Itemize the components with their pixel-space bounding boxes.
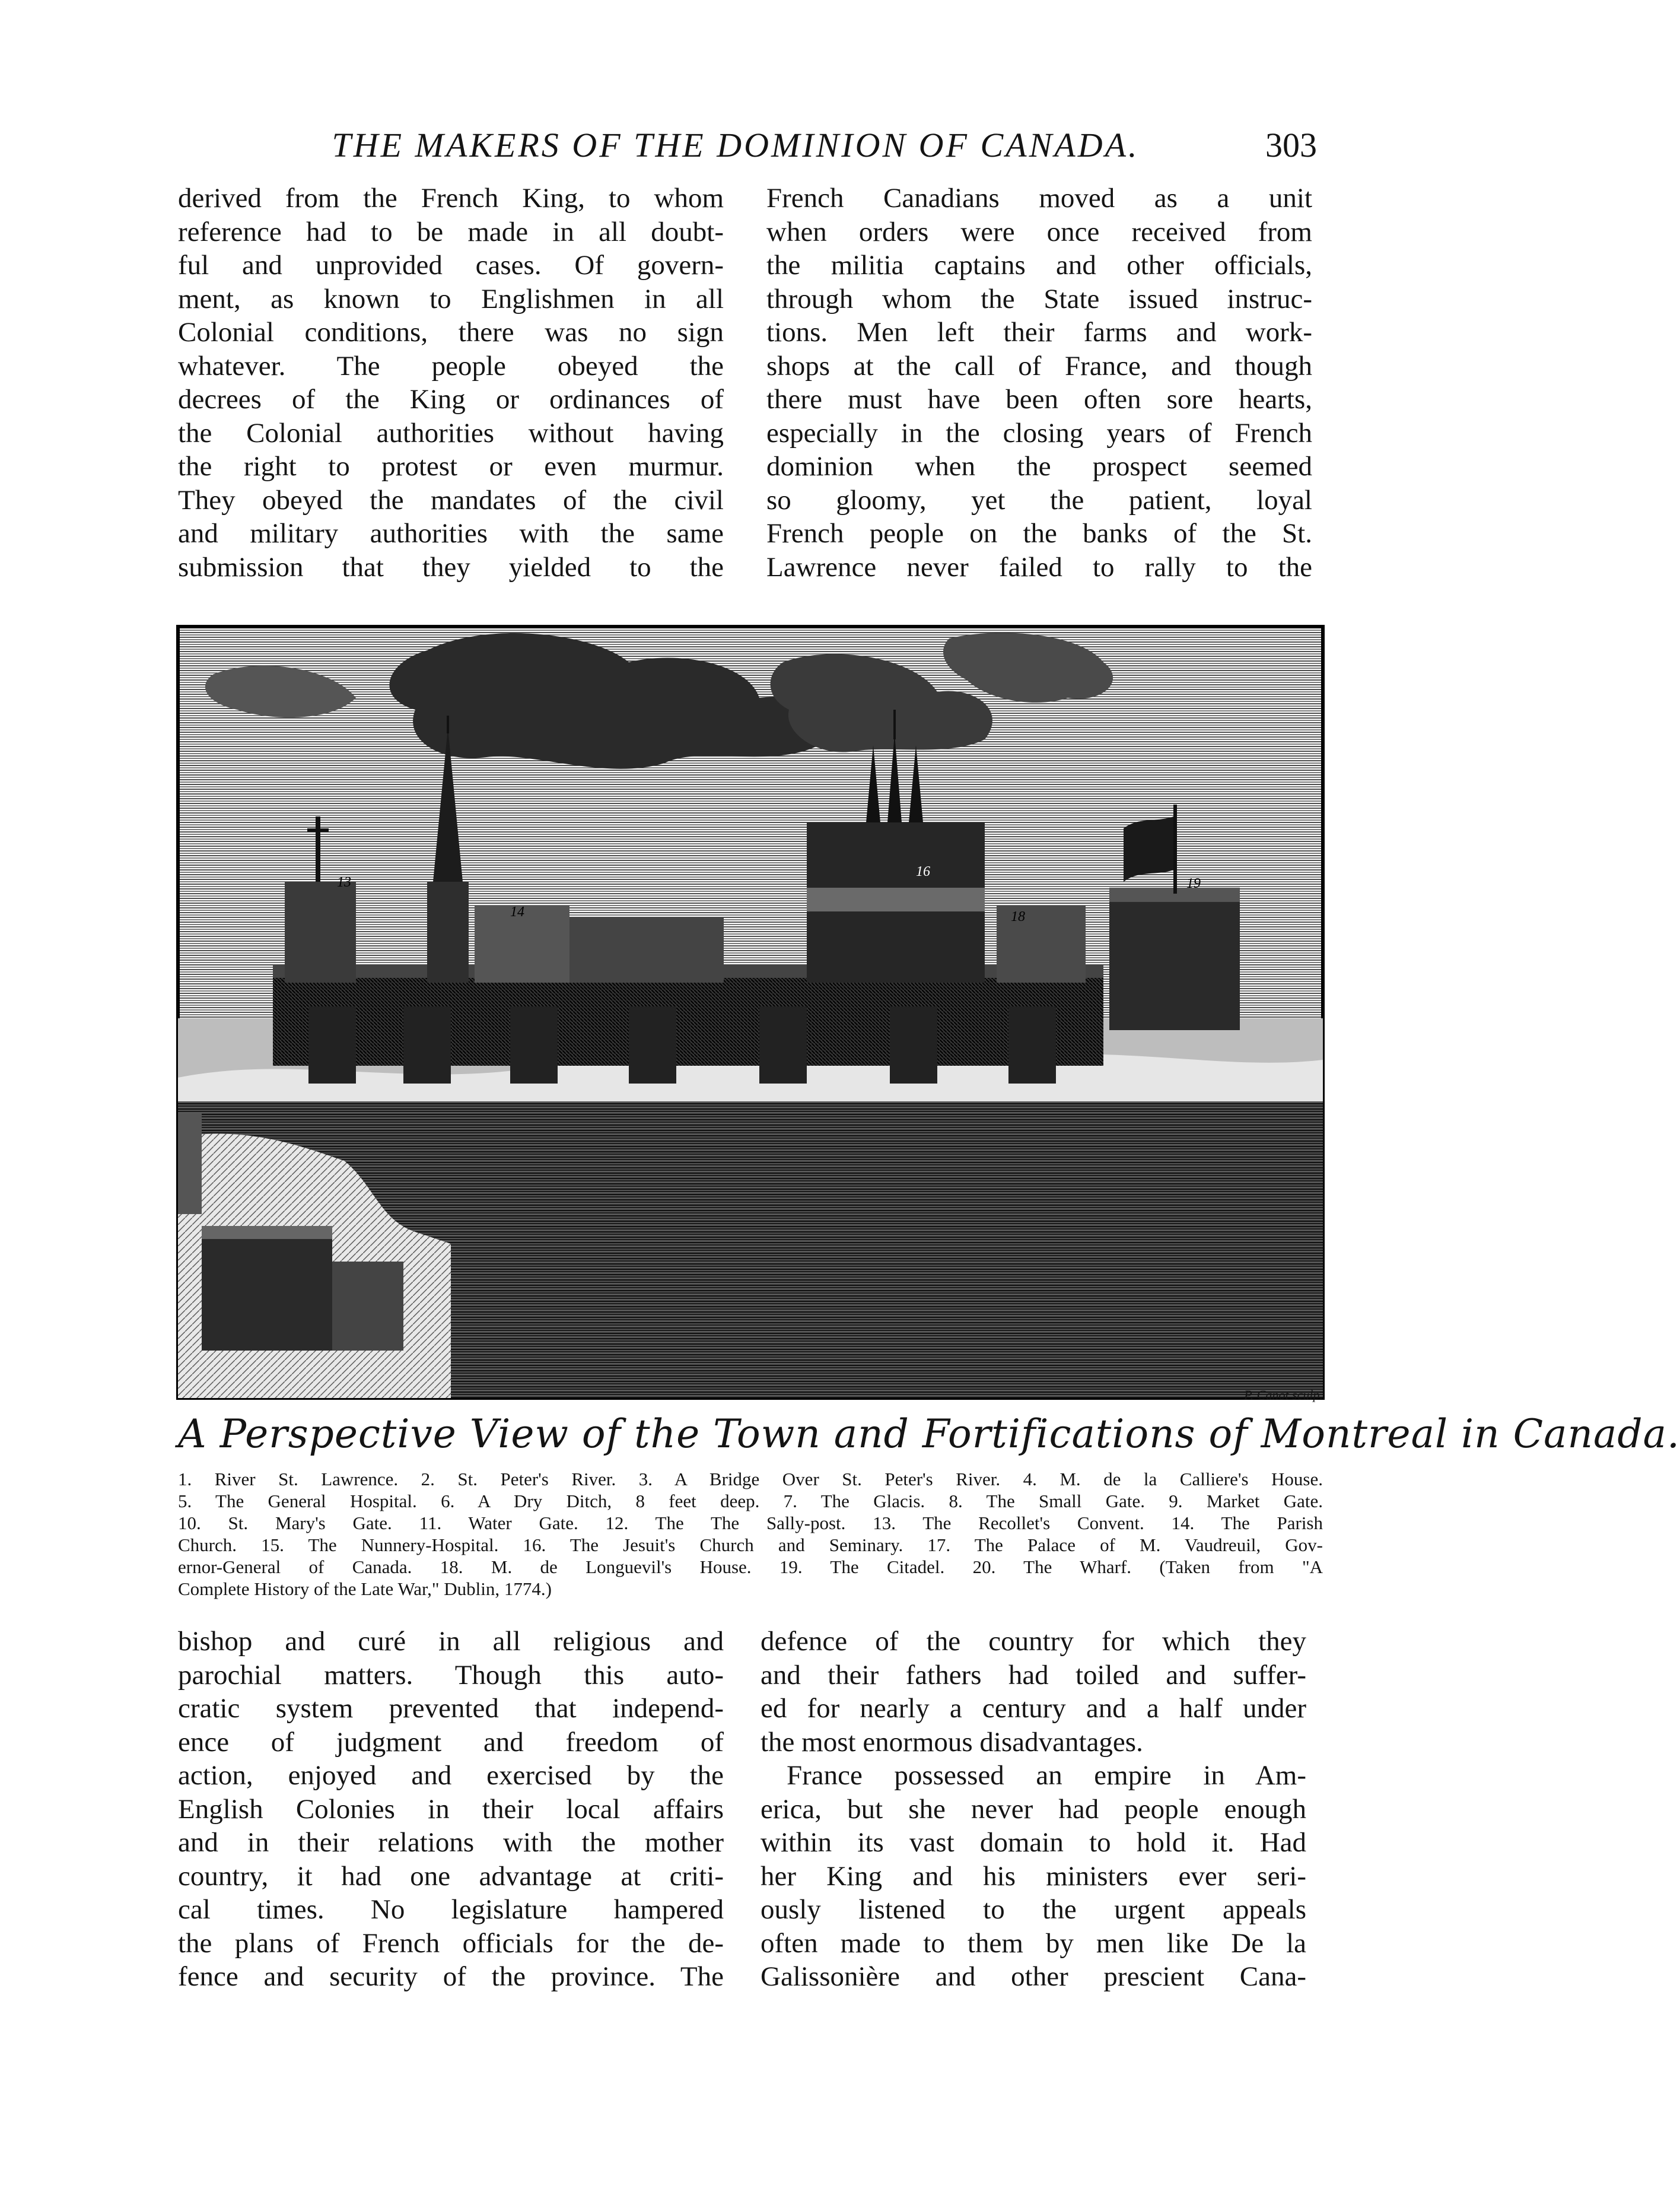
text-line: Lawrence never failed to rally to the — [766, 551, 1312, 583]
text-line: often made to them by men like De la — [761, 1927, 1306, 1959]
text-line: fence and security of the province. The — [178, 1961, 724, 1992]
text-line: there must have been often sore hearts, — [766, 384, 1312, 415]
legend-line: 5. The General Hospital. 6. A Dry Ditch, 8 feet deep. 7. The Glacis. 8. The Small Gate. 9. Market Gate. — [178, 1491, 1323, 1511]
page-header — [178, 119, 1317, 172]
plate-number-16: 16 — [916, 864, 930, 879]
text-line: especially in the closing years of French — [766, 417, 1312, 449]
bottom-left-column — [178, 1625, 724, 1994]
plate-number-14: 14 — [510, 904, 524, 920]
text-line: country, it had one advantage at criti- — [178, 1860, 724, 1892]
text-line: so gloomy, yet the patient, loyal — [766, 484, 1312, 516]
illustration-legend — [178, 1468, 1323, 1600]
running-title: THE MAKERS OF THE DOMINION OF CANADA. — [332, 126, 1140, 164]
text-line: erica, but she never had people enough — [761, 1793, 1306, 1825]
text-line: when orders were once received from — [766, 216, 1312, 247]
text-line: within its vast domain to hold it. Had — [761, 1827, 1306, 1858]
text-line: and their fathers had toiled and suffer- — [761, 1659, 1306, 1691]
text-line: bishop and curé in all religious and — [178, 1626, 724, 1657]
text-line: cratic system prevented that independ- — [178, 1693, 724, 1724]
text-line: French Canadians moved as a unit — [766, 183, 1312, 214]
text-line: ence of judgment and freedom of — [178, 1726, 724, 1758]
text-line: whatever. The people obeyed the — [178, 350, 724, 382]
montreal-engraving — [178, 627, 1323, 1402]
text-line: the right to protest or even murmur. — [178, 451, 724, 482]
top-right-column — [766, 182, 1312, 584]
legend-line: 1. River St. Lawrence. 2. St. Peter's River. 3. A Bridge Over St. Peter's River. 4. M. de la Calliere's House. — [178, 1469, 1323, 1489]
text-line: France possessed an empire in Am- — [787, 1760, 1306, 1791]
text-line: tions. Men left their farms and work- — [766, 317, 1312, 348]
text-line: through whom the State issued instruc- — [766, 283, 1312, 314]
text-line: ously listened to the urgent appeals — [761, 1894, 1306, 1925]
text-line: the most enormous disadvantages. — [761, 1726, 1143, 1758]
legend-line: ernor-General of Canada. 18. M. de Longuevil's House. 19. The Citadel. 20. The Wharf. (Taken from "A — [178, 1556, 1323, 1577]
legend-line: Church. 15. The Nunnery-Hospital. 16. The Jesuit's Church and Seminary. 17. The Palace of M. Vaudreuil, Gov- — [178, 1535, 1323, 1555]
text-line: her King and his ministers ever seri- — [761, 1860, 1306, 1892]
text-line: dominion when the prospect seemed — [766, 451, 1312, 482]
top-left-column — [178, 182, 724, 584]
page-number: 303 — [1265, 126, 1317, 164]
text-line: the militia captains and other officials, — [766, 250, 1312, 281]
text-line: the plans of French officials for the de- — [178, 1927, 724, 1959]
engraver-credit: P. Canot sculp. — [1244, 1387, 1323, 1402]
text-line: submission that they yielded to the — [178, 551, 724, 583]
legend-line: 10. St. Mary's Gate. 11. Water Gate. 12. The The Sally-post. 13. The Recollet's Convent. 14. The Parish — [178, 1513, 1323, 1533]
text-line: parochial matters. Though this auto- — [178, 1659, 724, 1691]
text-line: shops at the call of France, and though — [766, 350, 1312, 382]
text-line: decrees of the King or ordinances of — [178, 384, 724, 415]
text-line: action, enjoyed and exercised by the — [178, 1760, 724, 1791]
text-line: English Colonies in their local affairs — [178, 1793, 724, 1825]
text-line: French people on the banks of the St. — [766, 518, 1312, 549]
text-line: Galissonière and other prescient Cana- — [761, 1961, 1306, 1992]
text-line: the Colonial authorities without having — [178, 417, 724, 449]
legend-line: Complete History of the Late War," Dublin, 1774.) — [178, 1578, 552, 1599]
text-line: derived from the French King, to whom — [178, 183, 724, 214]
text-line: reference had to be made in all doubt- — [178, 216, 724, 247]
text-line: and military authorities with the same — [178, 518, 724, 549]
text-line: defence of the country for which they — [761, 1626, 1306, 1657]
text-line: ed for nearly a century and a half under — [761, 1693, 1306, 1724]
illustration-title: A Perspective View of the Town and Fortifications of Montreal in Canada. — [178, 1411, 1680, 1457]
text-line: ment, as known to Englishmen in all — [178, 283, 724, 314]
text-line: and in their relations with the mother — [178, 1827, 724, 1858]
text-line: ful and unprovided cases. Of govern- — [178, 250, 724, 281]
engraving-illustration — [178, 627, 1323, 1398]
bottom-right-column — [761, 1625, 1306, 1994]
text-line: cal times. No legislature hampered — [178, 1894, 724, 1925]
plate-number-19: 19 — [1186, 876, 1201, 891]
text-line: They obeyed the mandates of the civil — [178, 484, 724, 516]
text-line: Colonial conditions, there was no sign — [178, 317, 724, 348]
plate-number-18: 18 — [1011, 909, 1025, 925]
plate-number-13: 13 — [337, 875, 351, 890]
